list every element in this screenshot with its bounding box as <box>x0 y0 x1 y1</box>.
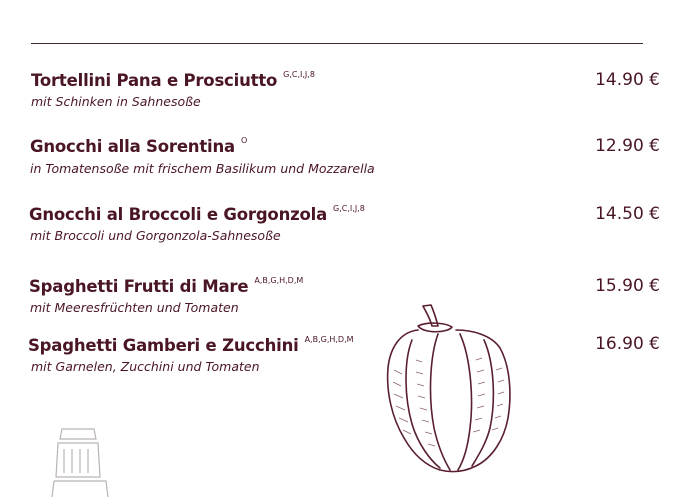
dish-price: 15.90 € <box>595 276 660 296</box>
dish-name: Tortellini Pana e Prosciutto $^{G,C,I,J,8}$ <box>31 70 315 90</box>
top-divider <box>31 43 643 44</box>
dish-price: 16.90 € <box>595 334 660 354</box>
dish-price: 14.50 € <box>595 204 660 224</box>
allergen-codes: O <box>240 136 248 145</box>
jar-sketch-icon <box>50 425 120 497</box>
dish-description: mit Broccoli und Gorgonzola-Sahnesoße <box>30 228 281 243</box>
dish-description: mit Meeresfrüchten und Tomaten <box>30 300 239 315</box>
dish-name: Spaghetti Gamberi e Zucchini $^{A,B,G,H,D,M}$ <box>28 335 354 355</box>
dish-description: mit Schinken in Sahnesoße <box>31 94 201 109</box>
dish-name: Spaghetti Frutti di Mare $^{A,B,G,H,D,M}$ <box>29 276 304 296</box>
allergen-codes: A,B,G,H,D,M <box>304 335 354 344</box>
dish-name: Gnocchi alla Sorentina $^O$ <box>30 136 248 156</box>
dish-price: 14.90 € <box>595 70 660 90</box>
allergen-codes: A,B,G,H,D,M <box>254 276 304 285</box>
dish-name: Gnocchi al Broccoli e Gorgonzola $^{G,C,I,J,8}$ <box>29 204 365 224</box>
dish-description: mit Garnelen, Zucchini und Tomaten <box>31 359 260 374</box>
dish-price: 12.90 € <box>595 136 660 156</box>
allergen-codes: G,C,I,J,8 <box>283 70 315 79</box>
dish-description: in Tomatensoße mit frischem Basilikum und Mozzarella <box>30 161 375 176</box>
allergen-codes: G,C,I,J,8 <box>333 204 365 213</box>
bell-pepper-sketch-icon <box>378 300 518 475</box>
